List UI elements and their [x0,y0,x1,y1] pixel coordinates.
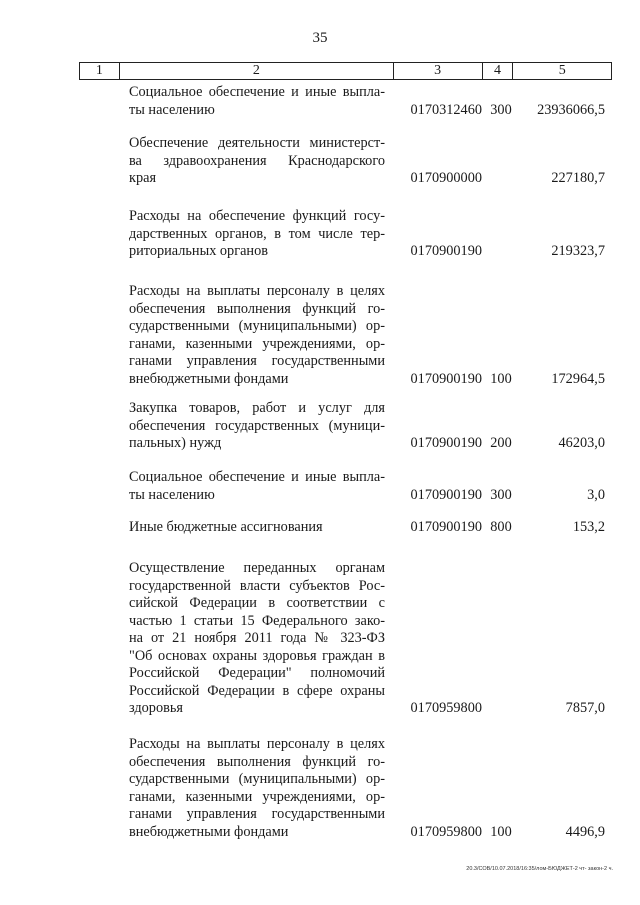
description-line: Иные бюджетные ассигнования [129,519,323,535]
row-code: 0170900000 [410,170,482,186]
row-code: 0170900190 [410,243,482,259]
row-amount: 23936066,5 [537,101,605,118]
row-amount: 172964,5 [551,370,605,387]
description-line: риториальных органов [129,243,268,259]
row-description [129,469,385,504]
description-line: ва здравоохранения Краснодарского [129,152,385,169]
description-line: внебюджетными фондами [129,370,289,387]
row-amount: 7857,0 [565,700,605,716]
column-header-1: 1 [80,63,120,79]
description-line: Российской Федерации в сфере охраны [129,682,385,699]
description-line: здоровья [129,700,183,716]
table-header-row [79,62,612,80]
row-amount: 153,2 [572,519,605,535]
row-amount: 227180,7 [551,170,605,186]
description-line: пальных) нужд [129,435,222,451]
footer-note: 20.3/СОВ/10.07.2018/16:35/лом-БЮДЖЕТ-2 чт- закон-2 ч. [466,866,613,872]
description-line: обеспечения выполнения функций го- [129,300,385,317]
description-line: ганами управления государственными [129,806,385,822]
description-line: на от 21 ноября 2011 года № 323-ФЗ [129,630,385,646]
column-header-2: 2 [120,63,394,79]
description-line: края [129,170,157,186]
row-description [129,519,385,537]
column-header-5: 5 [558,63,566,78]
row-code: 0170900190 [410,435,482,451]
row-expense-type: 100 [490,823,512,840]
description-line: государственной власти субъектов Рос- [129,577,385,594]
description-line: сийской Федерации в соответствии с [129,595,385,611]
description-line: Осуществление переданных органам [129,560,385,576]
row-code: 0170959800 [410,700,482,716]
description-line: ганами управления государственными [129,353,385,369]
description-line: дарственных органов, в том числе тер- [129,225,385,242]
description-line: ганами, казенными учреждениями, ор- [129,788,385,805]
row-expense-type: 300 [490,486,512,503]
row-amount: 4496,9 [565,823,605,840]
row-description [129,283,385,388]
description-line: обеспечения выполнения функций го- [129,753,385,770]
row-code: 0170312460 [410,101,482,118]
row-expense-type: 300 [490,101,512,118]
row-expense-type: 200 [490,435,512,451]
row-code: 0170900190 [410,370,482,387]
row-amount: 46203,0 [558,435,605,451]
row-description [129,736,385,841]
description-line: ты населению [129,101,215,118]
description-line: внебюджетными фондами [129,823,289,840]
column-header-3: 3 [394,63,483,79]
row-description [129,560,385,718]
row-description [129,135,385,188]
page-number: 35 [312,30,328,46]
description-line: ты населению [129,486,215,503]
description-line: Расходы на обеспечение функций госу- [129,208,385,224]
row-code: 0170900190 [410,486,482,503]
description-line: Расходы на выплаты персоналу в целях [129,283,385,299]
row-amount: 219323,7 [551,243,605,259]
row-description [129,400,385,453]
row-description [129,208,385,261]
description-line: Российской Федерации" полномочий [129,665,385,681]
description-line: "Об основах охраны здоровья граждан в [129,647,385,664]
row-code: 0170959800 [410,823,482,840]
description-line: сударственными (муниципальными) ор- [129,318,385,334]
row-amount: 3,0 [587,486,605,503]
description-line: Обеспечение деятельности министерст- [129,135,385,151]
description-line: Расходы на выплаты персоналу в целях [129,736,385,752]
row-code: 0170900190 [410,519,482,535]
description-line: Социальное обеспечение и иные выпла- [129,469,385,485]
description-line: ганами, казенными учреждениями, ор- [129,335,385,352]
row-expense-type: 100 [490,370,512,387]
description-line: частью 1 статьи 15 Федерального зако- [129,612,385,629]
row-expense-type: 800 [490,519,512,535]
column-header-4: 4 [483,63,514,79]
description-line: сударственными (муниципальными) ор- [129,771,385,787]
row-description [129,84,385,119]
description-line: обеспечения государственных (муници- [129,417,385,434]
description-line: Социальное обеспечение и иные выпла- [129,84,385,100]
description-line: Закупка товаров, работ и услуг для [129,400,385,416]
